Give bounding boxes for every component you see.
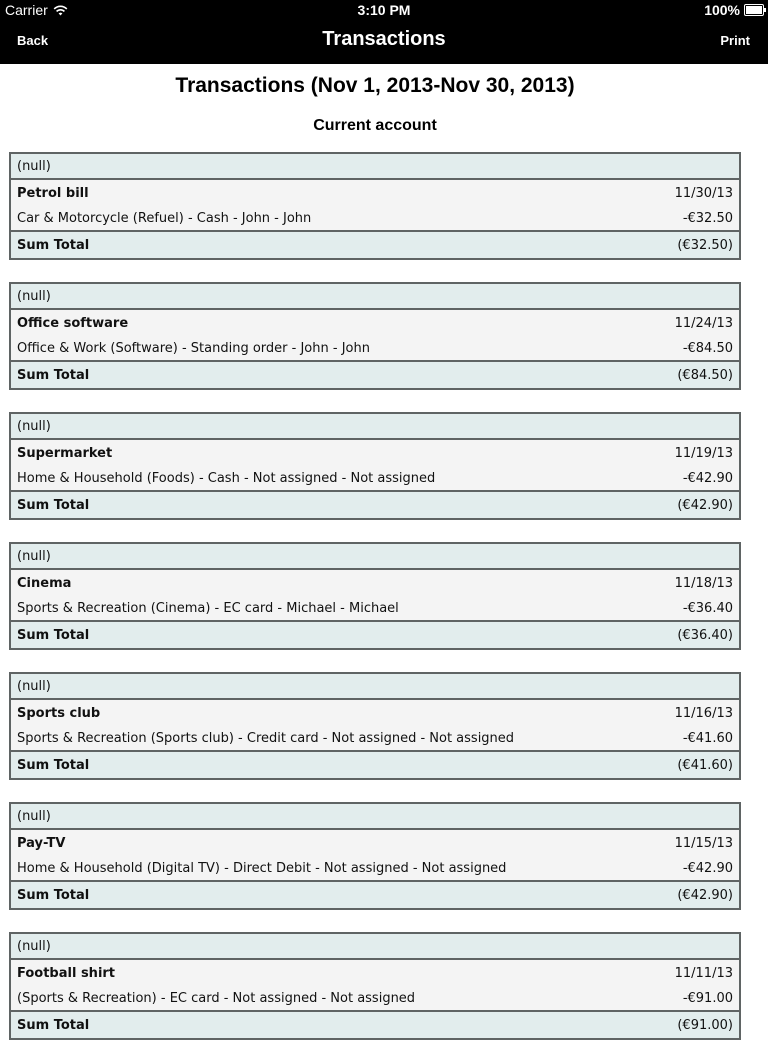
group-label: (null) bbox=[17, 548, 51, 564]
transaction-date: 11/16/13 bbox=[674, 705, 733, 721]
transaction-row bbox=[11, 180, 739, 206]
nav-title: Transactions bbox=[322, 28, 446, 50]
status-bar bbox=[0, 0, 768, 20]
transaction-detail-row bbox=[11, 336, 739, 362]
transaction-detail-row bbox=[11, 986, 739, 1012]
sum-value: (€36.40) bbox=[677, 627, 733, 643]
transaction-detail-row bbox=[11, 206, 739, 232]
sum-label: Sum Total bbox=[17, 367, 90, 383]
transaction-amount: -€32.50 bbox=[682, 210, 733, 226]
group-label: (null) bbox=[17, 418, 51, 434]
transaction-amount: -€41.60 bbox=[682, 730, 733, 746]
group-row bbox=[11, 674, 739, 700]
transaction-amount: -€42.90 bbox=[682, 470, 733, 486]
group-label: (null) bbox=[17, 288, 51, 304]
transaction-name: Cinema bbox=[17, 575, 72, 591]
group-row bbox=[11, 804, 739, 830]
transaction-name: Football shirt bbox=[17, 965, 116, 981]
report-title: Transactions (Nov 1, 2013-Nov 30, 2013) bbox=[175, 74, 575, 97]
sum-label: Sum Total bbox=[17, 1017, 90, 1033]
sum-row bbox=[11, 492, 739, 518]
sum-label: Sum Total bbox=[17, 757, 90, 773]
battery-percent: 100% bbox=[704, 2, 740, 18]
transaction-row bbox=[11, 700, 739, 726]
report-content[interactable] bbox=[0, 64, 768, 1033]
transaction-detail-row bbox=[11, 856, 739, 882]
transaction-amount: -€36.40 bbox=[682, 600, 733, 616]
transaction-row bbox=[11, 310, 739, 336]
carrier-label: Carrier bbox=[5, 2, 48, 18]
group-row bbox=[11, 154, 739, 180]
transaction-date: 11/11/13 bbox=[674, 965, 733, 981]
print-button[interactable]: Print bbox=[720, 33, 750, 48]
transaction-block bbox=[9, 542, 741, 650]
transaction-row bbox=[11, 960, 739, 986]
transaction-block bbox=[9, 932, 741, 1040]
status-time: 3:10 PM bbox=[357, 2, 411, 18]
transaction-date: 11/19/13 bbox=[674, 445, 733, 461]
sum-value: (€41.60) bbox=[677, 757, 733, 773]
transaction-block bbox=[9, 412, 741, 520]
transaction-detail: Sports & Recreation (Sports club) - Credit card - Not assigned - Not assigned bbox=[17, 730, 515, 746]
transaction-detail: Office & Work (Software) - Standing order - John - John bbox=[17, 340, 370, 356]
transaction-row bbox=[11, 570, 739, 596]
transaction-detail-row bbox=[11, 726, 739, 752]
transaction-amount: -€42.90 bbox=[682, 860, 733, 876]
transaction-detail: Sports & Recreation (Cinema) - EC card - Michael - Michael bbox=[17, 600, 399, 616]
sum-row bbox=[11, 752, 739, 778]
group-row bbox=[11, 284, 739, 310]
group-row bbox=[11, 544, 739, 570]
battery-icon bbox=[744, 4, 764, 16]
transaction-block bbox=[9, 282, 741, 390]
transaction-block bbox=[9, 152, 741, 260]
navigation-bar bbox=[0, 20, 768, 64]
sum-row bbox=[11, 362, 739, 388]
transaction-detail-row bbox=[11, 466, 739, 492]
transaction-row bbox=[11, 440, 739, 466]
sum-value: (€84.50) bbox=[677, 367, 733, 383]
account-name: Current account bbox=[313, 117, 437, 134]
back-button[interactable]: Back bbox=[17, 33, 49, 48]
transaction-name: Sports club bbox=[17, 705, 101, 721]
sum-row bbox=[11, 622, 739, 648]
group-label: (null) bbox=[17, 158, 51, 174]
transaction-date: 11/15/13 bbox=[674, 835, 733, 851]
transaction-name: Pay-TV bbox=[17, 835, 66, 851]
group-label: (null) bbox=[17, 938, 51, 954]
transaction-amount: -€91.00 bbox=[682, 990, 733, 1006]
transaction-block bbox=[9, 802, 741, 910]
transaction-detail: Car & Motorcycle (Refuel) - Cash - John - John bbox=[17, 210, 312, 226]
sum-value: (€42.90) bbox=[677, 497, 733, 513]
transaction-detail: (Sports & Recreation) - EC card - Not assigned - Not assigned bbox=[17, 990, 416, 1006]
transaction-row bbox=[11, 830, 739, 856]
group-label: (null) bbox=[17, 678, 51, 694]
sum-row bbox=[11, 232, 739, 258]
status-right bbox=[704, 2, 764, 18]
group-row bbox=[11, 414, 739, 440]
transaction-name: Supermarket bbox=[17, 445, 113, 461]
transaction-date: 11/30/13 bbox=[674, 185, 733, 201]
group-row bbox=[11, 934, 739, 960]
transaction-name: Petrol bill bbox=[17, 185, 89, 201]
group-label: (null) bbox=[17, 808, 51, 824]
sum-value: (€32.50) bbox=[677, 237, 733, 253]
sum-value: (€91.00) bbox=[677, 1017, 733, 1033]
sum-row bbox=[11, 882, 739, 908]
sum-label: Sum Total bbox=[17, 887, 90, 903]
transaction-date: 11/24/13 bbox=[674, 315, 733, 331]
transaction-amount: -€84.50 bbox=[682, 340, 733, 356]
sum-label: Sum Total bbox=[17, 497, 90, 513]
transaction-detail: Home & Household (Digital TV) - Direct Debit - Not assigned - Not assigned bbox=[17, 860, 507, 876]
transaction-detail: Home & Household (Foods) - Cash - Not assigned - Not assigned bbox=[17, 470, 436, 486]
transaction-name: Office software bbox=[17, 315, 129, 331]
transaction-date: 11/18/13 bbox=[674, 575, 733, 591]
sum-value: (€42.90) bbox=[677, 887, 733, 903]
transaction-detail-row bbox=[11, 596, 739, 622]
sum-label: Sum Total bbox=[17, 237, 90, 253]
sum-label: Sum Total bbox=[17, 627, 90, 643]
sum-row bbox=[11, 1012, 739, 1038]
transaction-block bbox=[9, 672, 741, 780]
